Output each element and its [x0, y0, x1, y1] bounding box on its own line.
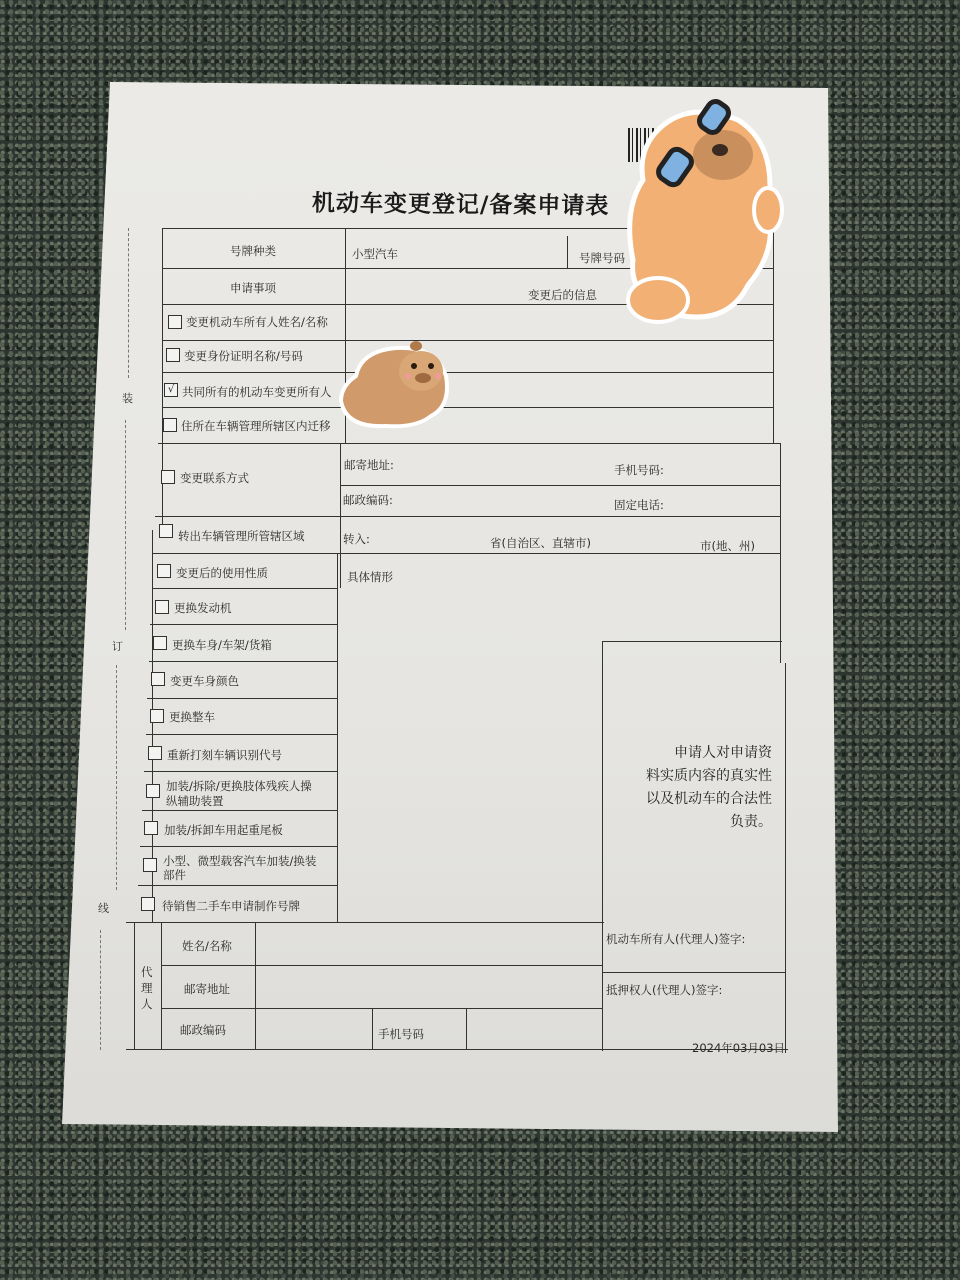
form-title: 机动车变更登记/备案申请表: [311, 189, 610, 220]
checkbox[interactable]: [163, 418, 177, 432]
item-label: 变更联系方式: [180, 471, 249, 485]
checkbox[interactable]: [168, 315, 182, 329]
agent-name-label: 姓名/名称: [182, 939, 232, 953]
item-label: 转出车辆管理所管辖区域: [178, 529, 305, 543]
owner-sign-label: 机动车所有人(代理人)签字:: [606, 932, 746, 946]
application-item-label: 申请事项: [230, 281, 276, 295]
item-label: 变更后的使用性质: [176, 566, 268, 580]
plate-type-value: 小型汽车: [352, 247, 398, 261]
checkbox[interactable]: [150, 709, 164, 723]
item-label: 加装/拆卸车用起重尾板: [164, 823, 283, 837]
item-label: 住所在车辆管理所辖区内迁移: [181, 419, 331, 433]
plate-type-label: 号牌种类: [230, 244, 276, 258]
checkbox[interactable]: [151, 672, 165, 686]
agent-postcode-label: 邮政编码: [180, 1023, 226, 1037]
checkbox[interactable]: [141, 897, 155, 911]
item-label-line: 纵辅助装置: [166, 794, 224, 808]
checkbox[interactable]: [153, 636, 167, 650]
checkbox[interactable]: [148, 746, 162, 760]
binding-mark: 订: [112, 640, 123, 653]
item-label: 更换车身/车架/货箱: [172, 638, 272, 652]
capybara-sticker: [336, 336, 456, 436]
postcode-label: 邮政编码:: [343, 493, 393, 507]
item-label-line: 加装/拆除/更换肢体残疾人操: [166, 779, 312, 793]
mobile-label: 手机号码:: [614, 463, 664, 477]
checkbox[interactable]: [143, 858, 157, 872]
checkbox-checked[interactable]: √: [164, 383, 178, 397]
mortgagee-sign-label: 抵押权人(代理人)签字:: [606, 983, 723, 997]
date-text: 2024年03月03日: [692, 1041, 786, 1055]
plate-number-label: 号牌号码: [579, 251, 625, 265]
declaration-notice: 申请人对申请资 料实质内容的真实性 以及机动车的合法性 负责。: [646, 745, 772, 830]
checkbox[interactable]: [161, 470, 175, 484]
item-label: 变更车身颜色: [170, 674, 239, 688]
checkbox[interactable]: [146, 784, 160, 798]
checkbox[interactable]: [159, 524, 173, 538]
item-label: 共同所有的机动车变更所有人: [182, 385, 332, 399]
landline-label: 固定电话:: [614, 498, 664, 512]
mail-address-label: 邮寄地址:: [344, 458, 394, 472]
changed-info-label: 变更后的信息: [528, 288, 597, 302]
item-label-line: 部件: [163, 868, 186, 882]
checkbox[interactable]: [155, 600, 169, 614]
agent-side-label: 理: [141, 981, 153, 995]
item-label: 待销售二手车申请制作号牌: [162, 899, 300, 913]
agent-side-label: 代: [141, 965, 153, 979]
capybara-sunglasses-sticker: [618, 90, 788, 330]
item-label: 变更身份证明名称/号码: [184, 349, 303, 363]
details-label: 具体情形: [347, 570, 393, 584]
transfer-to-label: 转入:: [343, 532, 370, 546]
checkbox[interactable]: [144, 821, 158, 835]
agent-side-label: 人: [141, 997, 153, 1011]
agent-address-label: 邮寄地址: [184, 982, 230, 996]
checkbox[interactable]: [157, 564, 171, 578]
item-label: 更换整车: [169, 710, 215, 724]
agent-phone-label: 手机号码: [378, 1027, 424, 1041]
item-label-line: 小型、微型载客汽车加装/换装: [163, 854, 317, 868]
city-label: 市(地、州): [700, 539, 755, 553]
province-label: 省(自治区、直辖市): [490, 536, 591, 550]
item-label: 更换发动机: [174, 601, 232, 615]
item-label: 变更机动车所有人姓名/名称: [186, 315, 328, 329]
item-label: 重新打刻车辆识别代号: [167, 748, 282, 762]
binding-mark: 线: [98, 902, 109, 915]
binding-mark: 装: [122, 392, 133, 405]
checkbox[interactable]: [166, 348, 180, 362]
